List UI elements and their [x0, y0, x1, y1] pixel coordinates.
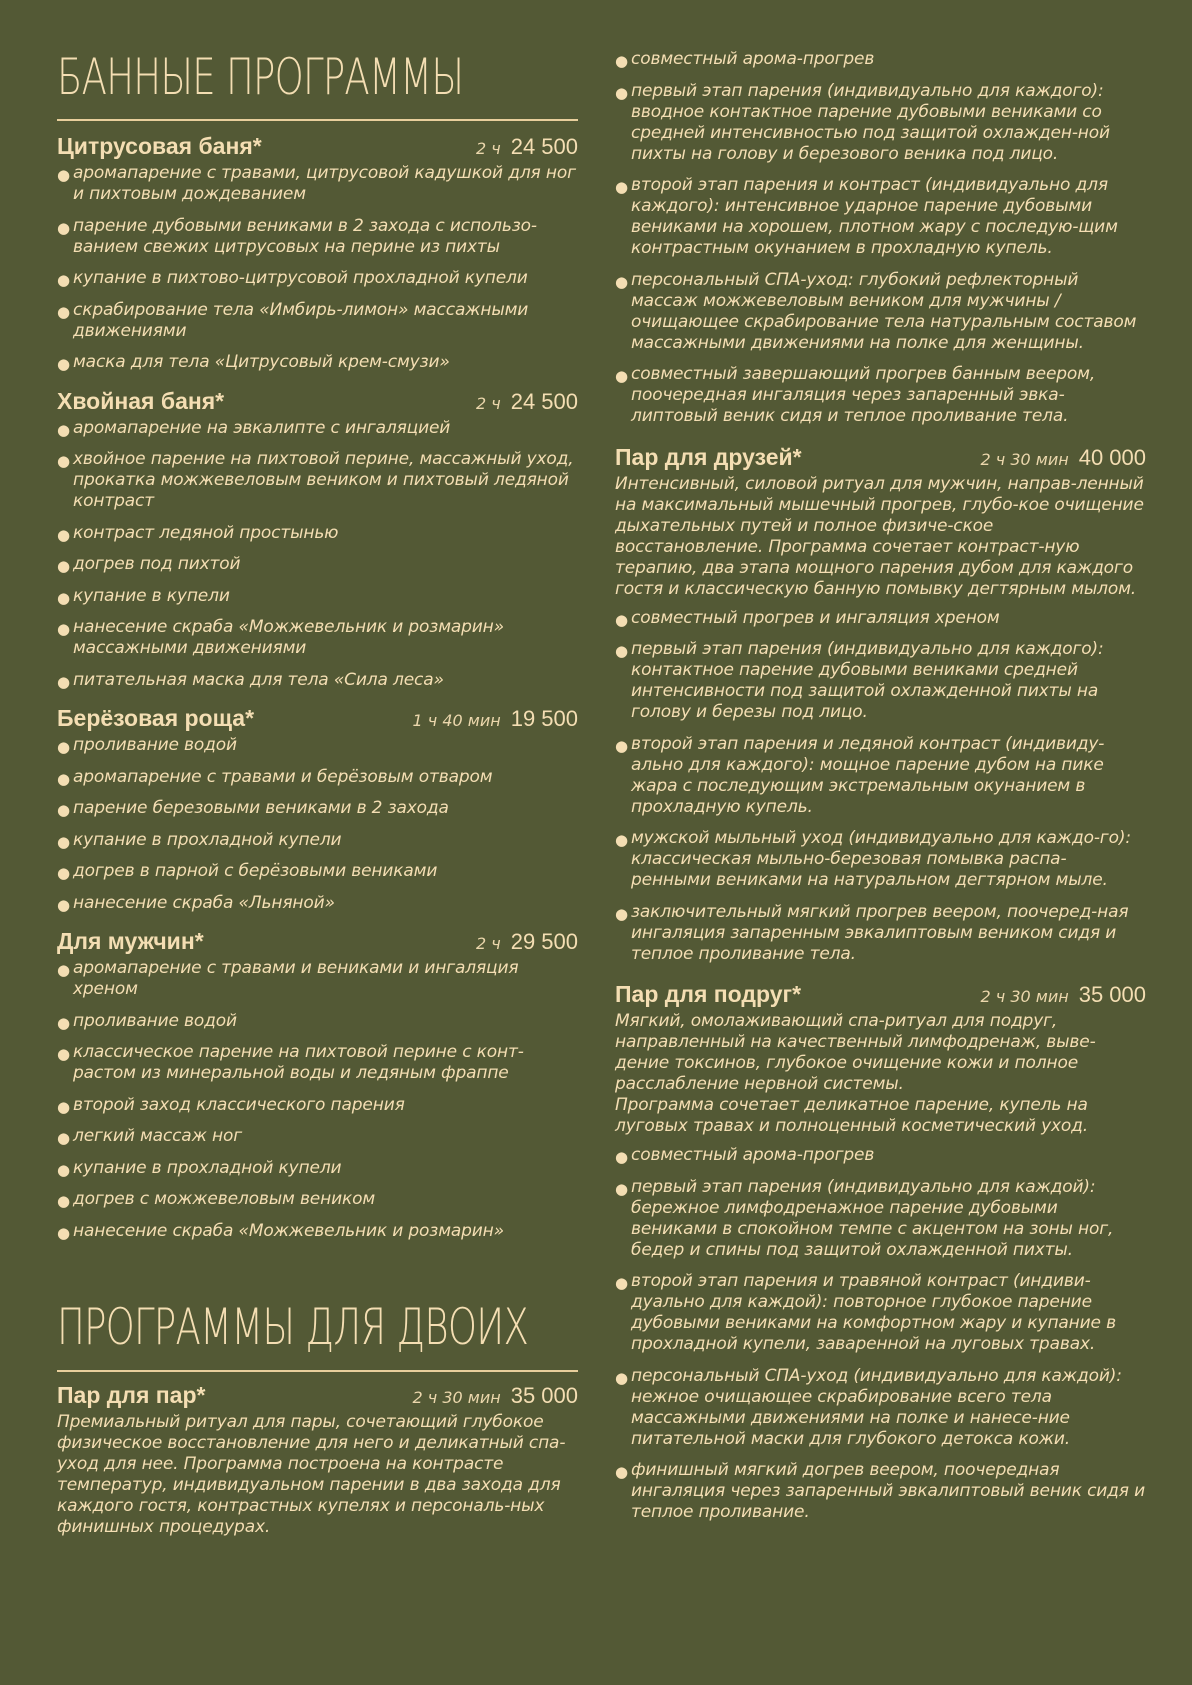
bullet-icon: ● — [57, 420, 70, 439]
list-item: ● первый этап парения (индивидуально для каждого): вводное контактное парение дубовыми вениками со средней интенсивностью под защитой охлажден-ной пихты на голову и березового веника под лицо. — [615, 80, 1110, 164]
bullet-icon: ● — [57, 1045, 70, 1063]
program-description: Мягкий, омолаживающий спа-ритуал для подруг, направленный на качественный лимфодренаж, выве-дение токсинов, глубокое очищение кожи и полное расслабление нервной системы. — [615, 1011, 1096, 1094]
section-title-bath-programs: БАННЫЕ ПРОГРАММЫ — [57, 48, 464, 106]
program-items — [57, 735, 578, 914]
list-item: ● питательная маска для тела «Сила леса» — [57, 669, 444, 691]
program-price: 29 500 — [510, 929, 578, 954]
program-items — [615, 608, 1146, 965]
bullet-icon: ● — [57, 620, 70, 638]
program-items — [615, 1145, 1146, 1523]
program-name: Хвойная баня* — [57, 387, 225, 414]
program-friends — [615, 440, 1146, 965]
program-conifer — [57, 384, 578, 691]
bullet-icon: ● — [615, 1274, 628, 1292]
program-price: 24 500 — [510, 134, 578, 159]
list-item: ● парение дубовыми вениками в 2 захода с использо-ванием свежих цитрусовых на перине из пихты — [57, 215, 537, 257]
list-item: ● классическое парение на пихтовой перине с конт-растом из минеральной воды и ледяным фраппе — [57, 1042, 524, 1083]
program-citrus — [57, 129, 578, 373]
bullet-icon: ● — [57, 1097, 70, 1116]
bullet-icon: ● — [57, 1160, 70, 1179]
list-item: ● купание в пихтово-цитрусовой прохладной купели — [57, 268, 528, 289]
list-item: ● скрабирование тела «Имбирь-лимон» массажными движениями — [57, 299, 529, 341]
list-item: ● аромапарение с травами и берёзовым отваром — [57, 766, 493, 788]
bullet-icon: ● — [615, 736, 628, 755]
bullet-icon: ● — [615, 831, 628, 849]
program-header — [57, 384, 578, 418]
list-item: ● контраст ледяной простынью — [57, 522, 339, 544]
program-header — [615, 440, 1146, 474]
program-duration: 2 ч 30 мин — [980, 987, 1069, 1006]
program-price: 24 500 — [510, 388, 578, 414]
program-couple — [57, 1378, 578, 1538]
bullet-icon: ● — [615, 1179, 628, 1198]
list-item: ● маска для тела «Цитрусовый крем-смузи» — [57, 352, 450, 373]
bullet-icon: ● — [57, 557, 70, 575]
bullet-icon: ● — [57, 218, 70, 237]
program-duration: 2 ч 30 мин — [980, 449, 1069, 469]
bullet-icon: ● — [615, 1368, 628, 1387]
bullet-icon: ● — [57, 961, 70, 979]
list-item: ● второй этап парения и контраст (индивидуально для каждого): интенсивное ударное парение дубовыми вениками на хорошем, плотном жару с последую-щим контрастным окунанием в прохладную купель. — [615, 175, 1118, 258]
program-name: Берёзовая роща* — [57, 705, 255, 731]
program-header — [57, 701, 578, 735]
program-duration: 1 ч 40 мин — [412, 711, 501, 730]
program-girlfriends — [615, 977, 1146, 1523]
section-title-programs-for-two: ПРОГРАММЫ ДЛЯ ДВОИХ — [57, 1298, 529, 1356]
list-item: ● второй заход классического парения — [57, 1094, 405, 1116]
list-item: ● совместный завершающий прогрев банным веером, поочередная ингаляция через запаренный эвка-липтовый веник сидя и теплое проливание тела. — [615, 364, 1096, 426]
bullet-icon: ● — [615, 904, 628, 923]
list-item: ● аромапарение с травами, цитрусовой кадушкой для ног и пихтовым дождеванием — [57, 163, 576, 204]
bullet-icon: ● — [615, 83, 628, 102]
list-item: ● проливание водой — [57, 1010, 237, 1032]
bullet-icon: ● — [615, 272, 628, 291]
list-item: ● второй этап парения и ледяной контраст (индивиду-ально для каждого): мощное парение дубом на пике жара с последующим экстремальным окунанием в прохладную купель. — [615, 733, 1105, 817]
right-column — [615, 0, 1146, 1534]
list-item: ● легкий массаж ног — [57, 1126, 242, 1147]
program-for-men — [57, 924, 578, 1242]
bullet-icon: ● — [615, 610, 628, 629]
list-item: ● совместный прогрев и ингаляция хреном — [615, 607, 1000, 629]
bullet-icon: ● — [615, 1463, 628, 1481]
program-items — [615, 49, 1146, 427]
program-description: Интенсивный, силовой ритуал для мужчин, направ-ленный на максимальный мышечный прогрев, глубо-кое очищение дыхательных путей и полное физиче-ское восстановление. Программа сочетает контраст-ную терапию, два этапа мощного парения дубом для каждого гостя и классическую банную помывку дегтярным мылом. — [615, 473, 1144, 599]
list-item: ● персональный СПА-уход: глубокий рефлекторный массаж можжевеловым веником для мужчины / очищающее скрабирование тела натуральным составом массажными движениями на полке для женщины. — [615, 269, 1137, 353]
list-item: ● купание в прохладной купели — [57, 1157, 342, 1179]
program-duration: 2 ч — [475, 139, 501, 158]
list-item: ● купание в прохладной купели — [57, 829, 342, 851]
bullet-icon: ● — [57, 801, 70, 819]
bullet-icon: ● — [615, 52, 628, 70]
bullet-icon: ● — [57, 738, 70, 756]
list-item: ● проливание водой — [57, 735, 237, 756]
left-column — [57, 0, 578, 1546]
bullet-icon: ● — [57, 1129, 70, 1147]
list-item: ● заключительный мягкий прогрев веером, поочеред-ная ингаляция запаренным эвкалиптовым веником сидя и теплое проливание тела. — [615, 901, 1129, 964]
list-item: ● персональный СПА-уход (индивидуально для каждой): нежное очищающее скрабирование всего тела массажными движениями на полке и нанесе-ние питательной маски для глубокого детокса кожи. — [615, 1365, 1122, 1449]
list-item: ● второй этап парения и травяной контраст (индиви-дуально для каждой): повторное глубокое парение дубовыми вениками на комфортном жару и купание в прохладной купели, заваренной на луговых травах. — [615, 1271, 1116, 1354]
bullet-icon: ● — [57, 1223, 70, 1242]
list-item: ● совместный арома-прогрев — [615, 1145, 875, 1166]
program-price: 35 000 — [1078, 982, 1146, 1007]
bullet-icon: ● — [57, 588, 70, 607]
program-name: Пар для друзей* — [615, 443, 802, 470]
list-item: ● догрев с можжевеловым веником — [57, 1189, 376, 1210]
program-name: Пар для пар* — [57, 1382, 206, 1408]
program-items — [57, 958, 578, 1242]
list-item: ● нанесение скраба «Можжевельник и розмарин» — [57, 1220, 504, 1242]
program-items — [57, 163, 578, 373]
bullet-icon: ● — [615, 1148, 628, 1166]
program-price: 35 000 — [510, 1383, 578, 1408]
list-item: ● догрев под пихтой — [57, 554, 241, 575]
bullet-icon: ● — [57, 525, 70, 544]
program-header — [57, 924, 578, 958]
list-item: ● аромапарение с травами и вениками и ингаляция хреном — [57, 958, 519, 999]
bullet-icon: ● — [57, 769, 70, 788]
list-item: ● мужской мыльный уход (индивидуально для каждо-го): классическая мыльно-березовая помывка распа-ренными вениками на натуральном дегтярном мыле. — [615, 828, 1131, 890]
program-header — [615, 977, 1146, 1011]
list-item: ● первый этап парения (индивидуально для каждой): бережное лимфодренажное парение дубовыми вениками в спокойном темпе с акцентом на зоны ног, бедер и спины под защитой охлажденной пихты. — [615, 1176, 1114, 1260]
bullet-icon: ● — [57, 1013, 70, 1032]
list-item: ● первый этап парения (индивидуально для каждого): контактное парение дубовыми вениками средней интенсивности под защитой охлажденной пихты на голову и березы под лицо. — [615, 639, 1104, 722]
bullet-icon: ● — [57, 355, 70, 373]
bullet-icon: ● — [57, 864, 70, 882]
program-items — [57, 418, 578, 691]
bullet-icon: ● — [57, 1192, 70, 1210]
list-item: ● нанесение скраба «Льняной» — [57, 892, 335, 914]
program-header — [57, 1378, 578, 1412]
list-item: ● нанесение скраба «Можжевельник и розмарин» массажными движениями — [57, 617, 504, 658]
bullet-icon: ● — [57, 832, 70, 851]
bullet-icon: ● — [615, 367, 628, 385]
list-item: ● хвойное парение на пихтовой перине, массажный уход, прокатка можжевеловым веником и пихтовый ледяной контраст — [57, 449, 574, 511]
program-name: Цитрусовая баня* — [57, 133, 262, 159]
program-price: 19 500 — [510, 706, 578, 731]
bullet-icon: ● — [615, 178, 628, 196]
program-birch-grove — [57, 701, 578, 914]
bullet-icon: ● — [57, 452, 70, 470]
list-item: ● догрев в парной с берёзовыми вениками — [57, 861, 438, 882]
bullet-icon: ● — [57, 271, 70, 289]
bullet-icon: ● — [57, 166, 70, 184]
bullet-icon: ● — [57, 672, 70, 691]
program-duration: 2 ч — [475, 934, 501, 953]
program-duration: 2 ч 30 мин — [412, 1388, 501, 1407]
bullet-icon: ● — [57, 895, 70, 914]
list-item: ● аромапарение на эвкалипте с ингаляцией — [57, 417, 451, 439]
list-item: ● парение березовыми вениками в 2 захода — [57, 798, 449, 819]
bullet-icon: ● — [57, 302, 70, 321]
list-item: ● совместный арома-прогрев — [615, 49, 875, 70]
program-price: 40 000 — [1078, 444, 1146, 470]
program-name: Пар для подруг* — [615, 981, 802, 1007]
program-description: Премиальный ритуал для пары, сочетающий глубокое физическое восстановление для него и деликатный спа-уход для нее. Программа построена на контрасте температур, индивидуальном парении в два захода для каждого гостя, контрастных купелях и персональ-ных финишных процедурах. — [57, 1412, 566, 1537]
list-item: ● финишный мягкий догрев веером, поочередная ингаляция через запаренный эвкалиптовый веник сидя и теплое проливание. — [615, 1460, 1145, 1522]
program-name: Для мужчин* — [57, 928, 204, 954]
list-item: ● купание в купели — [57, 585, 230, 607]
program-header — [57, 129, 578, 163]
bullet-icon: ● — [615, 642, 628, 660]
program-description-continued: Программа сочетает деликатное парение, купель на луговых травах и полноценный косметический уход. — [615, 1095, 1089, 1136]
program-duration: 2 ч — [475, 393, 501, 413]
